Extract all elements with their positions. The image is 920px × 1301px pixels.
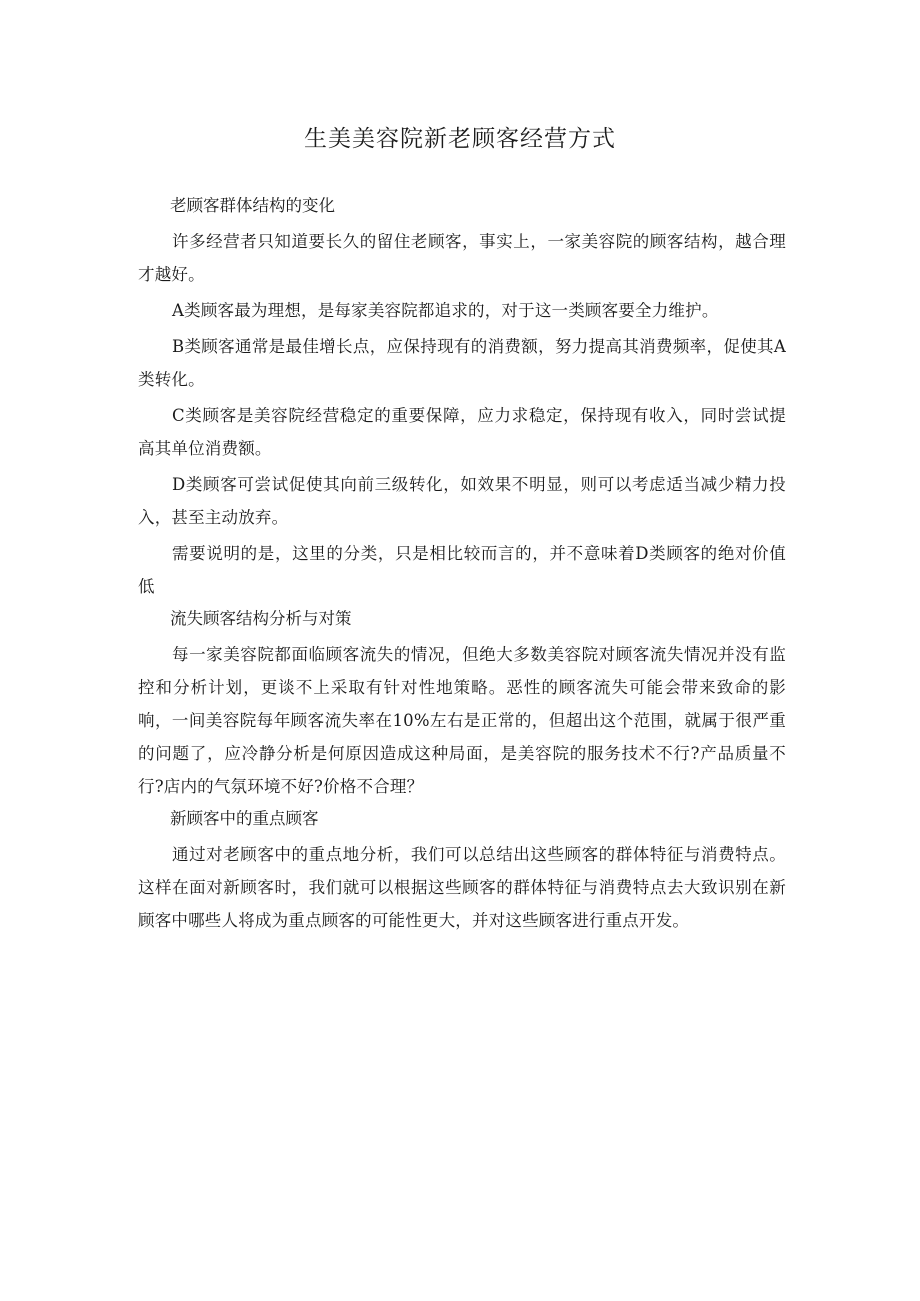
paragraph: A类顾客最为理想，是每家美容院都追求的，对于这一类顾客要全力维护。	[172, 301, 719, 320]
document-body	[138, 190, 786, 937]
paragraph: 许多经营者只知道要长久的留住老顾客，事实上，一家美容院的顾客结构，越合理才越好。	[138, 232, 786, 284]
paragraph: 需要说明的是，这里的分类，只是相比较而言的，并不意味着D类顾客的绝对价值低	[138, 544, 786, 596]
section-heading: 老顾客群体结构的变化	[170, 196, 335, 215]
document-title: 生美美容院新老顾客经营方式	[304, 126, 616, 152]
paragraph: 通过对老顾客中的重点地分析，我们可以总结出这些顾客的群体特征与消费特点。这样在面对新顾客时，我们就可以根据这些顾客的群体特征与消费特点去大致识别在新顾客中哪些人将成为重点顾客的可能性更大，并对这些顾客进行重点开发。	[138, 845, 786, 930]
section-heading: 新顾客中的重点顾客	[170, 809, 319, 828]
paragraph: 每一家美容院都面临顾客流失的情况，但绝大多数美容院对顾客流失情况并没有监控和分析计划，更谈不上采取有针对性地策略。恶性的顾客流失可能会带来致命的影响，一间美容院每年顾客流失率在10%左右是正常的，但超出这个范围，就属于很严重的问题了，应冷静分析是何原因造成这种局面，是美容院的服务技术不行?产品质量不行?店内的气氛环境不好?价格不合理？	[138, 645, 786, 796]
paragraph: D类顾客可尝试促使其向前三级转化，如效果不明显，则可以考虑适当减少精力投入，甚至主动放弃。	[138, 475, 786, 527]
section-heading: 流失顾客结构分析与对策	[170, 609, 352, 628]
paragraph: B类顾客通常是最佳增长点，应保持现有的消费额，努力提高其消费频率，促使其A类转化。	[138, 337, 786, 389]
paragraph: C类顾客是美容院经营稳定的重要保障，应力求稳定，保持现有收入，同时尝试提高其单位消费额。	[138, 406, 786, 458]
